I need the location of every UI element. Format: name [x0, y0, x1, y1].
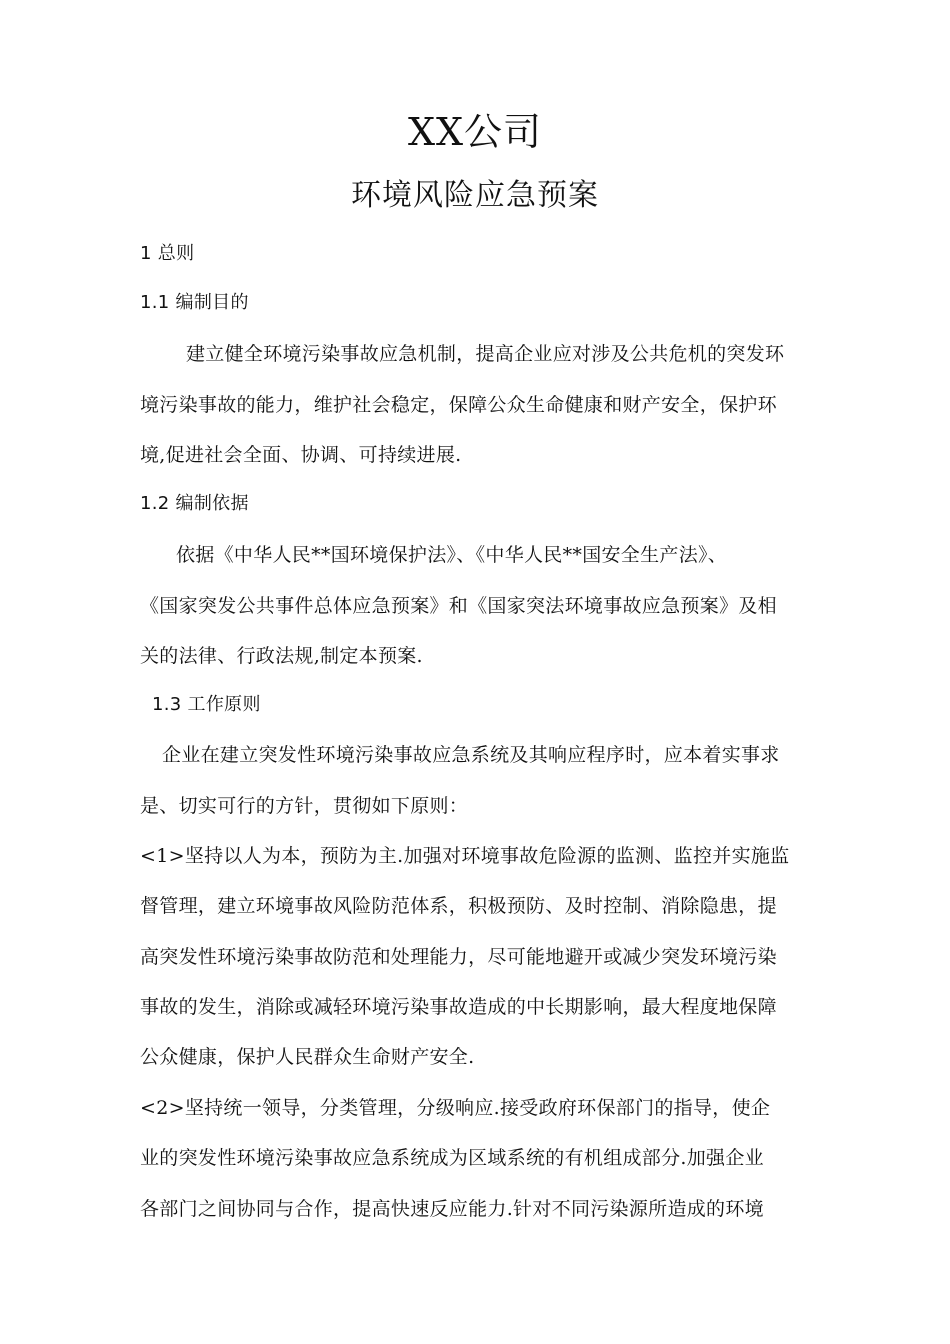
paragraph-line: 建立健全环境污染事故应急机制，提高企业应对涉及公共危机的突发环 — [186, 343, 785, 365]
paragraph-line: 督管理，建立环境事故风险防范体系，积极预防、及时控制、消除隐患，提 — [140, 895, 777, 917]
paragraph-line: 各部门之间协同与合作，提高快速反应能力.针对不同污染源所造成的环境 — [140, 1198, 764, 1220]
section-heading-1-1: 1.1 编制目的 — [140, 292, 249, 313]
document-title: XX公司 — [407, 110, 543, 154]
document-subtitle: 环境风险应急预案 — [351, 178, 599, 213]
paragraph-line: 公众健康，保护人民群众生命财产安全. — [140, 1046, 475, 1068]
paragraph-line: 《国家突发公共事件总体应急预案》和《国家突法环境事故应急预案》及相 — [140, 595, 777, 617]
paragraph-line: 境,促进社会全面、协调、可持续进展. — [140, 444, 462, 466]
paragraph-line: 是、切实可行的方针，贯彻如下原则： — [140, 795, 469, 817]
paragraph-line: <1>坚持以人为本，预防为主.加强对环境事故危险源的监测、监控并实施监 — [140, 845, 790, 867]
paragraph-line: 业的突发性环境污染事故应急系统成为区域系统的有机组成部分.加强企业 — [140, 1147, 764, 1169]
paragraph-line: 境污染事故的能力，维护社会稳定，保障公众生命健康和财产安全，保护环 — [140, 394, 777, 416]
section-heading-1-3: 1.3 工作原则 — [152, 694, 261, 715]
paragraph-line: 事故的发生，消除或减轻环境污染事故造成的中长期影响，最大程度地保障 — [140, 996, 777, 1018]
section-heading-1: 1 总则 — [140, 243, 195, 264]
paragraph-line: 企业在建立突发性环境污染事故应急系统及其响应程序时，应本着实事求 — [162, 744, 780, 766]
paragraph-line: 关的法律、行政法规,制定本预案. — [140, 645, 423, 667]
paragraph-line: <2>坚持统一领导，分类管理，分级响应.接受政府环保部门的指导，使企 — [140, 1097, 771, 1119]
paragraph-line: 高突发性环境污染事故防范和处理能力，尽可能地避开或减少突发环境污染 — [140, 946, 777, 968]
section-heading-1-2: 1.2 编制依据 — [140, 493, 249, 514]
paragraph-line: 依据《中华人民**国环境保护法》、《中华人民**国安全生产法》、 — [176, 544, 728, 566]
